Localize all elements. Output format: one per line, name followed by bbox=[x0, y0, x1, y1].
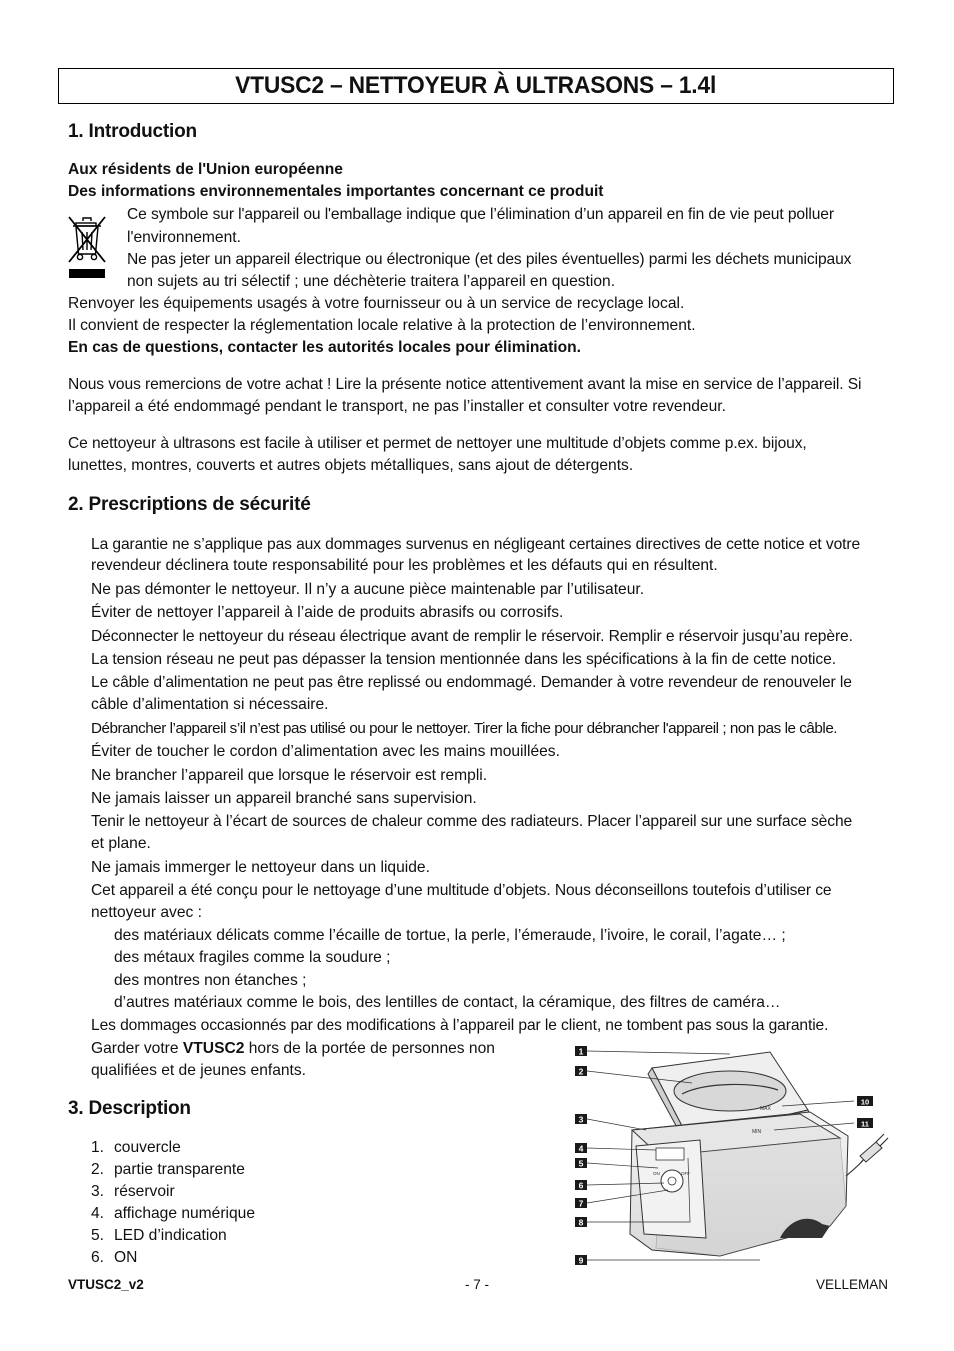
list-item: 4. affichage numérique bbox=[91, 1205, 256, 1222]
list-item: 2. partie transparente bbox=[91, 1161, 245, 1178]
digital-display-shape bbox=[656, 1148, 684, 1160]
callout-label: 9 bbox=[578, 1255, 584, 1266]
safety-sub-item: des montres non étanches ; bbox=[114, 972, 307, 989]
safety-line: Ne brancher l’appareil que lorsque le réservoir est rempli. bbox=[91, 767, 488, 784]
footer-right: VELLEMAN bbox=[816, 1277, 889, 1292]
safety-line: Éviter de nettoyer l’appareil à l’aide de produits abrasifs ou corrosifs. bbox=[91, 604, 564, 621]
damage-line: Les dommages occasionnés par des modifications à l’appareil par le client, ne tombent pas sous la garantie. bbox=[91, 1017, 829, 1034]
callout-label: 7 bbox=[578, 1198, 584, 1209]
callout-label: 3 bbox=[578, 1114, 584, 1125]
list-item: 6. ON bbox=[91, 1249, 138, 1266]
return-line: Renvoyer les équipements usagés à votre fournisseur ou à un service de recyclage local. bbox=[68, 295, 685, 312]
page-title: VTUSC2 – NETTOYEUR À ULTRASONS – 1.4l bbox=[235, 71, 717, 99]
safety-line: nettoyeur avec : bbox=[91, 904, 202, 921]
safety-line: et plane. bbox=[91, 835, 151, 852]
thanks-line-2: l’appareil a été endommagé pendant le transport, ne pas l’installer et consulter votre revendeur. bbox=[68, 398, 726, 415]
description-list bbox=[91, 1137, 255, 1269]
safety-sub-item: des métaux fragiles comme la soudure ; bbox=[114, 949, 391, 966]
safety-line: Tenir le nettoyeur à l’écart de sources de chaleur comme des radiateurs. Placer l’appareil sur une surface sèche bbox=[91, 813, 853, 830]
safety-line: Le câble d’alimentation ne peut pas être replissé ou endommagé. Demander à votre revendeur de renouveler le bbox=[91, 674, 852, 691]
footer-page-number: - 7 - bbox=[465, 1277, 490, 1292]
footer-left: VTUSC2_v2 bbox=[68, 1277, 144, 1292]
safety-line: Ne pas démonter le nettoyeur. Il n’y a aucune pièce maintenable par l’utilisateur. bbox=[91, 581, 645, 598]
off-label: OFF bbox=[681, 1171, 690, 1176]
power-cable-shape bbox=[846, 1134, 888, 1176]
callout-label: 2 bbox=[578, 1066, 584, 1077]
callout-label: 10 bbox=[860, 1097, 870, 1107]
title-box bbox=[58, 68, 894, 104]
safety-line: câble d’alimentation si nécessaire. bbox=[91, 696, 329, 713]
safety-line: La tension réseau ne peut pas dépasser la tension mentionnée dans les spécifications à la fin de cette notice. bbox=[91, 651, 836, 668]
regulation-line: Il convient de respecter la réglementation locale relative à la protection de l’environnement. bbox=[68, 317, 696, 334]
min-mark: MIN bbox=[752, 1129, 762, 1135]
intro-heading: 1. Introduction bbox=[68, 121, 197, 142]
safety-line: Éviter de toucher le cordon d’alimentation avec les mains mouillées. bbox=[91, 743, 560, 760]
usage-line-2: lunettes, montres, couverts et autres objets métalliques, sans ajout de détergents. bbox=[68, 457, 634, 474]
thanks-line-1: Nous vous remercions de votre achat ! Lire la présente notice attentivement avant la mise en service de l’appareil. Si bbox=[68, 376, 862, 393]
safety-line: Cet appareil a été conçu pour le nettoyage d’une multitude d’objets. Nous déconseillons toutefois d’utiliser ce bbox=[91, 882, 832, 899]
safety-line: Débrancher l’appareil s’il n’est pas utilisé ou pour le nettoyer. Tirer la fiche pour débrancher l'appareil ; non pas le câble. bbox=[91, 720, 838, 737]
contact-line: En cas de questions, contacter les autorités locales pour élimination. bbox=[68, 339, 582, 356]
callout-label: 6 bbox=[578, 1180, 584, 1191]
max-mark: MAX bbox=[760, 1106, 771, 1112]
safety-sub-item: d’autres matériaux comme le bois, des lentilles de contact, la céramique, des filtres de caméra… bbox=[114, 994, 781, 1011]
callout-label: 11 bbox=[861, 1119, 869, 1129]
safety-line: revendeur déclinera toute responsabilité pour les problèmes et les défauts qui en résultent. bbox=[91, 557, 718, 574]
weee-line-3: Ne pas jeter un appareil électrique ou électronique (et des piles éventuelles) parmi les déchets municipaux bbox=[127, 251, 852, 268]
description-heading: 3. Description bbox=[68, 1098, 191, 1119]
safety-heading: 2. Prescriptions de sécurité bbox=[68, 494, 311, 515]
callout-label: 1 bbox=[578, 1046, 584, 1057]
safety-line: La garantie ne s’applique pas aux dommages survenus en négligeant certaines directives de cette notice et votre bbox=[91, 536, 861, 553]
on-label: ON bbox=[653, 1171, 660, 1176]
safety-line: Déconnecter le nettoyeur du réseau électrique avant de remplir le réservoir. Remplir e réservoir jusqu’au repère. bbox=[91, 628, 853, 645]
eu-heading-1: Aux résidents de l'Union européenne bbox=[68, 161, 343, 178]
control-panel-shape bbox=[636, 1140, 706, 1238]
callout-label: 5 bbox=[578, 1158, 584, 1169]
list-item: 5. LED d’indication bbox=[91, 1227, 227, 1244]
callout-label: 4 bbox=[578, 1143, 584, 1154]
keep-line-2: qualifiées et de jeunes enfants. bbox=[91, 1062, 307, 1079]
model-name: VTUSC2 bbox=[182, 1040, 245, 1057]
weee-line-2: l'environnement. bbox=[127, 229, 241, 246]
safety-line: Ne jamais immerger le nettoyeur dans un liquide. bbox=[91, 859, 430, 876]
safety-sub-item: des matériaux délicats comme l’écaille de tortue, la perle, l’émeraude, l’ivoire, le corail, l’agate… ; bbox=[114, 927, 786, 944]
eu-heading-2: Des informations environnementales importantes concernant ce produit bbox=[68, 183, 604, 200]
weee-line-4: non sujets au tri sélectif ; une déchèterie traitera l’appareil en question. bbox=[127, 273, 616, 290]
safety-line: Ne jamais laisser un appareil branché sans supervision. bbox=[91, 790, 477, 807]
list-item: 1. couvercle bbox=[91, 1139, 181, 1156]
list-item: 3. réservoir bbox=[91, 1183, 175, 1200]
product-diagram bbox=[560, 1038, 890, 1270]
keep-line: Garder votre VTUSC2 hors de la portée de personnes non bbox=[91, 1040, 495, 1057]
weee-line-1: Ce symbole sur l'appareil ou l'emballage indique que l’élimination d’un appareil en fin de vie peut polluer bbox=[127, 206, 834, 223]
callout-label: 8 bbox=[578, 1217, 584, 1228]
weee-bin-icon bbox=[66, 213, 108, 281]
usage-line-1: Ce nettoyeur à ultrasons est facile à utiliser et permet de nettoyer une multitude d’objets comme p.ex. bijoux, bbox=[68, 435, 807, 452]
